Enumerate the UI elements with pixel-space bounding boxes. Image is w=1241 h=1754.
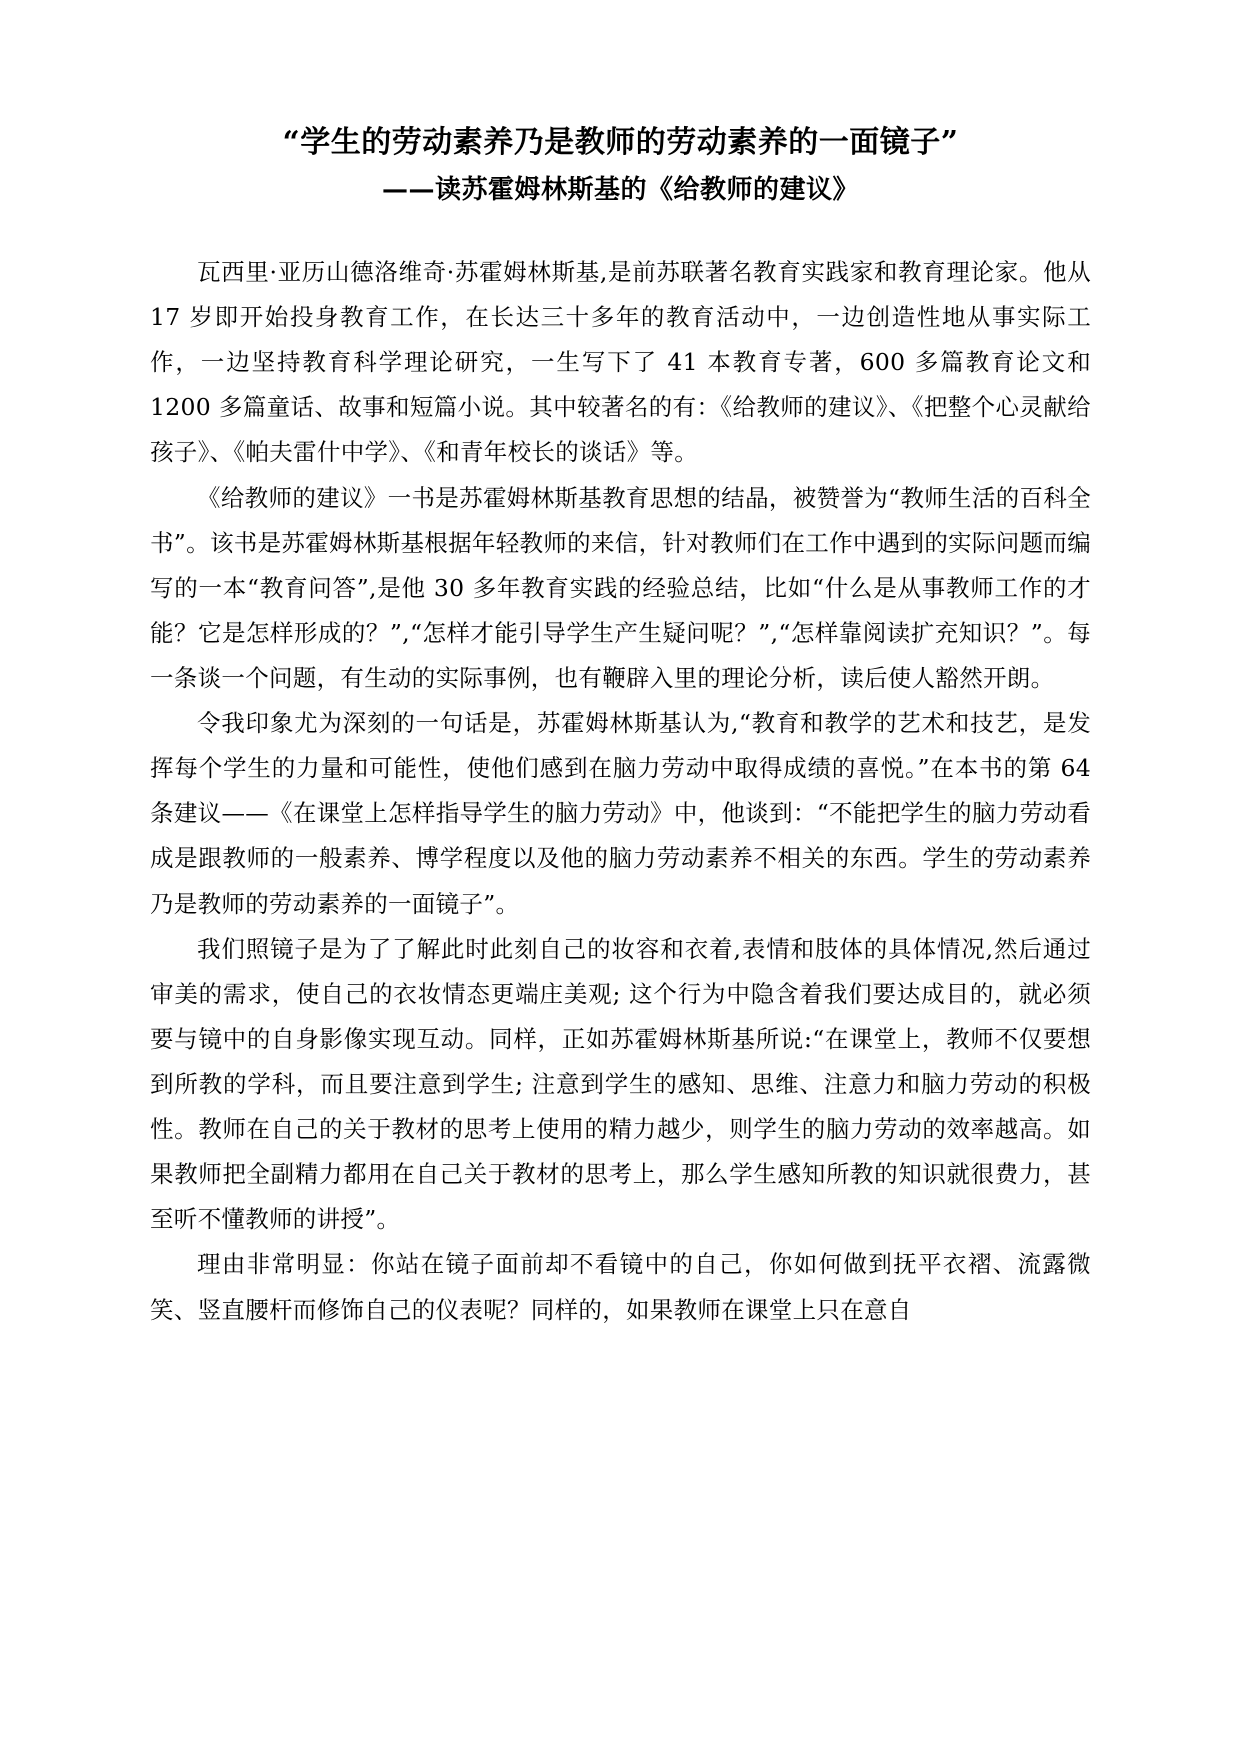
page-subtitle: ——读苏霍姆林斯基的《给教师的建议》 xyxy=(381,175,859,205)
paragraph: 令我印象尤为深刻的一句话是，苏霍姆林斯基认为,“教育和教学的艺术和技艺，是发挥每个学生的力量和可能性，使他们感到在脑力劳动中取得成绩的喜悦。”在本书的第 64 条建议——《在课堂上怎样指导学生的脑力劳动》中，他谈到：“不能把学生的脑力劳动看成是跟教师的一般素养、博学程度以及他的脑力劳动素养不相关的东西。学生的劳动素养乃是教师的劳动素养的一面镜子”。 xyxy=(150,709,1091,918)
paragraph: 我们照镜子是为了了解此时此刻自己的妆容和衣着,表情和肢体的具体情况,然后通过审美的需求，使自己的衣妆情态更端庄美观; 这个行为中隐含着我们要达成目的，就必须要与镜中的自身影像实现互动。同样，正如苏霍姆林斯基所说:“在课堂上，教师不仅要想到所教的学科，而且要注意到学生; 注意到学生的感知、思维、注意力和脑力劳动的积极性。教师在自己的关于教材的思考上使用的精力越少，则学生的脑力劳动的效率越高。如果教师把全副精力都用在自己关于教材的思考上，那么学生感知所教的知识就很费力，甚至听不懂教师的讲授”。 xyxy=(150,934,1091,1234)
document-body xyxy=(150,250,1091,1333)
page-title: “学生的劳动素养乃是教师的劳动素养的一面镜子” xyxy=(282,125,959,160)
paragraph: 理由非常明显：你站在镜子面前却不看镜中的自己，你如何做到抚平衣褶、流露微笑、竖直腰杆而修饰自己的仪表呢？同样的，如果教师在课堂上只在意自 xyxy=(150,1250,1091,1324)
paragraph: 瓦西里·亚历山德洛维奇·苏霍姆林斯基,是前苏联著名教育实践家和教育理论家。他从 17 岁即开始投身教育工作，在长达三十多年的教育活动中，一边创造性地从事实际工作，一边坚持教育科学理论研究，一生写下了 41 本教育专著，600 多篇教育论文和 1200 多篇童话、故事和短篇小说。其中较著名的有：《给教师的建议》、《把整个心灵献给孩子》、《帕夫雷什中学》、《和青年校长的谈话》等。 xyxy=(150,258,1091,467)
paragraph: 《给教师的建议》一书是苏霍姆林斯基教育思想的结晶，被赞誉为“教师生活的百科全书”。该书是苏霍姆林斯基根据年轻教师的来信，针对教师们在工作中遇到的实际问题而编写的一本“教育问答”,是他 30 多年教育实践的经验总结，比如“什么是从事教师工作的才能？它是怎样形成的？”,“怎样才能引导学生产生疑问呢？”,“怎样靠阅读扩充知识？”。每一条谈一个问题，有生动的实际事例，也有鞭辟入里的理论分析，读后使人豁然开朗。 xyxy=(150,483,1091,692)
